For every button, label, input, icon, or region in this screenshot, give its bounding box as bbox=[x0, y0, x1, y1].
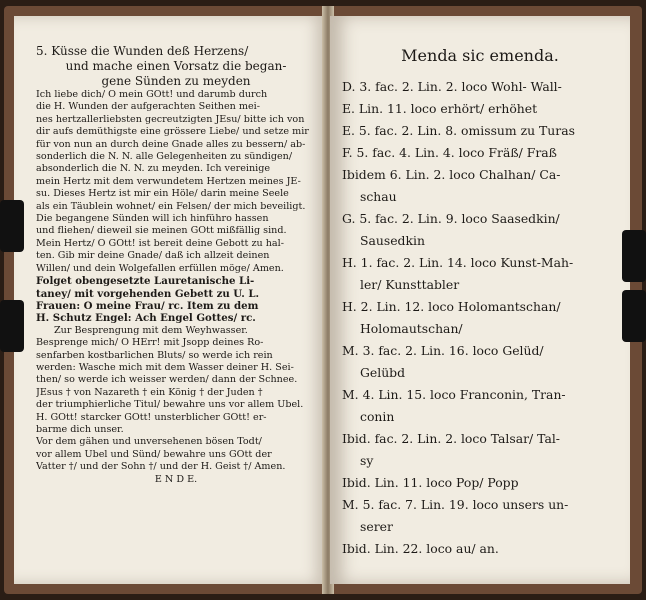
text-line: der triumphierliche Titul/ bewahre uns vor allem Ubel. bbox=[36, 399, 304, 411]
errata-line: G. 5. fac. 2. Lin. 9. loco Saasedkin/ bbox=[342, 211, 560, 226]
text-line: Die begangene Sünden will ich hinführo hassen bbox=[36, 213, 269, 225]
section-heading-line: 5. Küsse die Wunden deß Herzens/ bbox=[36, 44, 249, 58]
text-line: Vor dem gähen und unversehenen bösen Todt/ bbox=[36, 436, 262, 448]
text-line: als ein Täublein wohnet/ ein Felsen/ der mich beveiligt. bbox=[36, 200, 306, 212]
section-heading-line: und mache einen Vorsatz die began- bbox=[65, 59, 287, 73]
book-clip-left-upper bbox=[0, 200, 24, 252]
errata-line: M. 5. fac. 7. Lin. 19. loco unsers un- bbox=[342, 497, 569, 512]
text-line: absonderlich die N. N. zu meyden. Ich vereinige bbox=[36, 163, 271, 175]
text-line: JEsus † von Nazareth † ein König † der Juden † bbox=[36, 386, 263, 398]
left-page bbox=[14, 16, 326, 584]
text-line: Besprenge mich/ O HErr! mit Jsopp deines Ro- bbox=[36, 337, 264, 349]
errata-line-continuation: serer bbox=[360, 519, 393, 534]
errata-line-continuation: Sausedkin bbox=[360, 233, 425, 248]
errata-line-continuation: schau bbox=[360, 189, 397, 204]
book-clip-left-lower bbox=[0, 300, 24, 352]
errata-title: Menda sic emenda. bbox=[401, 46, 559, 65]
book-clip-right-upper bbox=[622, 230, 646, 282]
text-line: ten. Gib mir deine Gnade/ daß ich allzeit deinen bbox=[36, 250, 270, 262]
errata-line: D. 3. fac. 2. Lin. 2. loco Wohl- Wall- bbox=[342, 79, 562, 94]
errata-line: Ibid. Lin. 11. loco Pop/ Popp bbox=[342, 475, 519, 490]
book-spread bbox=[4, 6, 642, 594]
text-line: Ich liebe dich/ O mein GOtt! und darumb durch bbox=[36, 89, 268, 100]
text-line-emphasis: Folget obengesetzte Lauretanische Li- bbox=[36, 275, 255, 288]
errata-line: H. 1. fac. 2. Lin. 14. loco Kunst-Mah- bbox=[342, 255, 574, 270]
text-line-emphasis: taney/ mit vorgehenden Gebett zu U. L. bbox=[36, 287, 260, 300]
text-line: für von nun an durch deine Gnade alles zu bessern/ ab- bbox=[36, 138, 306, 150]
text-line: vor allem Ubel und Sünd/ bewahre uns GOtt der bbox=[36, 448, 272, 460]
text-line: und fliehen/ dieweil sie meinen GOtt mißfällig sind. bbox=[36, 225, 287, 237]
errata-line-continuation: Gelübd bbox=[360, 365, 406, 380]
text-line: then/ so werde ich weisser werden/ dann der Schnee. bbox=[36, 374, 298, 386]
subheading-line: Zur Besprengung mit dem Weyhwasser. bbox=[54, 324, 248, 336]
text-line: Willen/ und dein Wolgefallen erfüllen möge/ Amen. bbox=[36, 262, 284, 274]
book-clip-right-lower bbox=[622, 290, 646, 342]
text-line: die H. Wunden der aufgerachten Seithen mei- bbox=[36, 101, 260, 113]
errata-line-continuation: Holomautschan/ bbox=[360, 321, 463, 336]
left-page-text bbox=[36, 44, 316, 486]
errata-line-continuation: ler/ Kunsttabler bbox=[360, 277, 460, 292]
text-line-emphasis: H. Schutz Engel: Ach Engel Gottes/ rc. bbox=[36, 312, 256, 325]
text-line: dir aufs demüthigste eine grössere Liebe/ und setze mir bbox=[36, 126, 309, 138]
text-line: senfarben kostbarlichen Bluts/ so werde ich rein bbox=[36, 349, 273, 361]
text-line: su. Dieses Hertz ist mir ein Höle/ darin meine Seele bbox=[36, 188, 289, 200]
text-line-emphasis: Frauen: O meine Frau/ rc. Item zu dem bbox=[36, 299, 259, 312]
errata-line: H. 2. Lin. 12. loco Holomantschan/ bbox=[342, 299, 561, 314]
errata-line-continuation: sy bbox=[360, 453, 374, 468]
text-line: nes hertzallerliebsten gecreutzigten JEsu/ bitte ich von bbox=[36, 113, 305, 125]
errata-list bbox=[342, 76, 622, 560]
section-heading-line: gene Sünden zu meyden bbox=[101, 74, 251, 88]
errata-line: F. 5. fac. 4. Lin. 4. loco Fräß/ Fraß bbox=[342, 145, 557, 160]
errata-line: Ibid. Lin. 22. loco au/ an. bbox=[342, 541, 499, 556]
errata-line: M. 4. Lin. 15. loco Franconin, Tran- bbox=[342, 387, 566, 402]
text-line: sonderlich die N. N. alle Gelegenheiten zu sündigen/ bbox=[36, 151, 293, 163]
errata-line: M. 3. fac. 2. Lin. 16. loco Gelüd/ bbox=[342, 343, 544, 358]
right-page bbox=[330, 16, 630, 584]
text-line: barme dich unser. bbox=[36, 423, 124, 435]
text-line: mein Hertz mit dem verwundetem Hertzen meines JE- bbox=[36, 175, 301, 187]
text-line: Vatter †/ und der Sohn †/ und der H. Geist †/ Amen. bbox=[36, 461, 286, 473]
errata-line-continuation: conin bbox=[360, 409, 395, 424]
errata-line: E. 5. fac. 2. Lin. 8. omissum zu Turas bbox=[342, 123, 575, 138]
errata-line: E. Lin. 11. loco erhört/ erhöhet bbox=[342, 101, 538, 116]
errata-line: Ibid. fac. 2. Lin. 2. loco Talsar/ Tal- bbox=[342, 431, 560, 446]
text-line: Mein Hertz/ O GOtt! ist bereit deine Gebott zu hal- bbox=[36, 237, 284, 249]
text-line: werden: Wasche mich mit dem Wasser deiner H. Sei- bbox=[36, 361, 294, 373]
end-line: E N D E. bbox=[154, 473, 198, 485]
text-line: H. GOtt! starcker GOtt! unsterblicher GOtt! er- bbox=[36, 411, 267, 423]
errata-line: Ibidem 6. Lin. 2. loco Chalhan/ Ca- bbox=[342, 167, 561, 182]
